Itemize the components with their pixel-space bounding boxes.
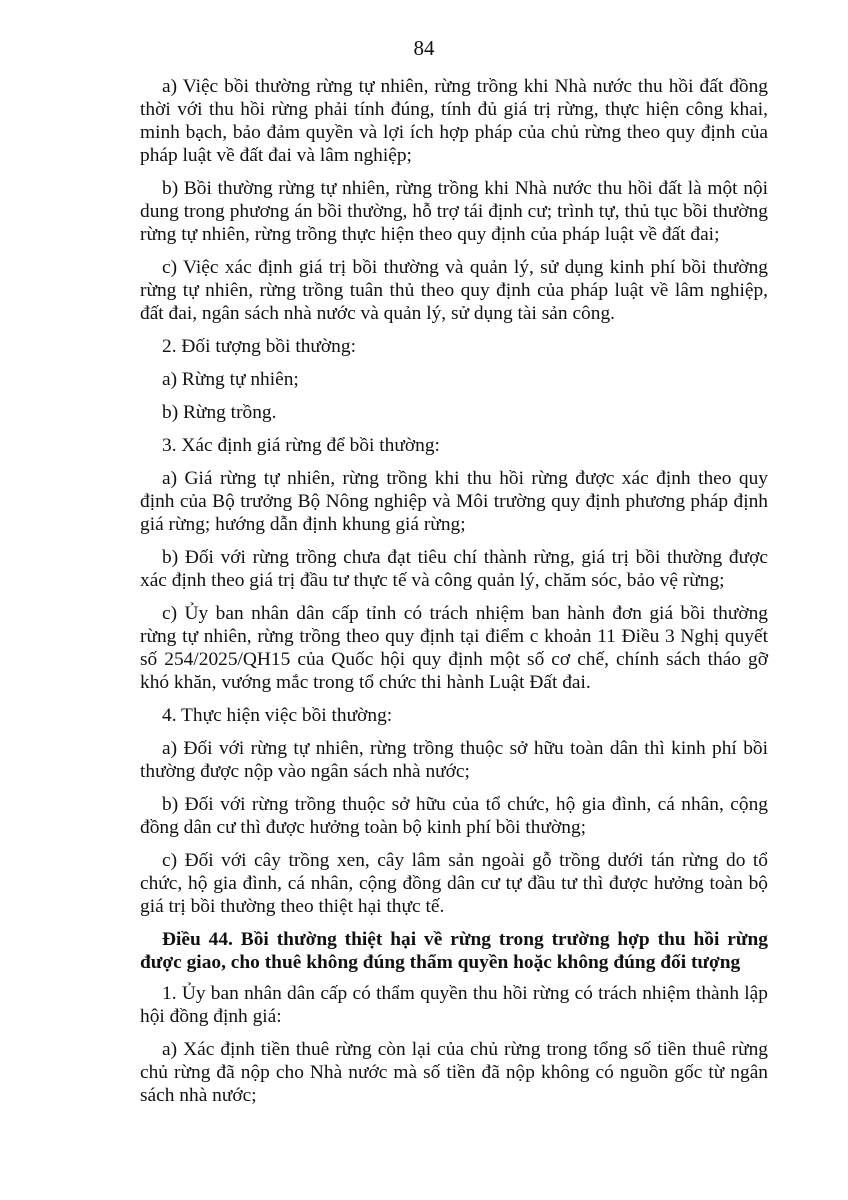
paragraph-2b: b) Rừng trồng. [162, 402, 277, 423]
paragraph-3c: c) Ủy ban nhân dân cấp tỉnh có trách nhiệm ban hành đơn giá bồi thường rừng tự nhiên, rừng trồng theo quy định tại điểm c khoản 11 Điều 3 Nghị quyết số 254/2025/QH15 của Quốc hội quy định một số cơ chế, chính sách tháo gỡ khó khăn, vướng mắc trong tổ chức thi hành Luật Đất đai. [140, 603, 768, 693]
article-44-paragraph-1a: a) Xác định tiền thuê rừng còn lại của chủ rừng trong tổng số tiền thuê rừng chủ rừng đã nộp cho Nhà nước mà số tiền đã nộp không có nguồn gốc từ ngân sách nhà nước; [140, 1039, 768, 1106]
paragraph-1b: b) Bồi thường rừng tự nhiên, rừng trồng khi Nhà nước thu hồi đất là một nội dung trong phương án bồi thường, hỗ trợ tái định cư; trình tự, thủ tục bồi thường rừng tự nhiên, rừng trồng thực hiện theo quy định của pháp luật về đất đai; [140, 178, 768, 245]
paragraph-4a: a) Đối với rừng tự nhiên, rừng trồng thuộc sở hữu toàn dân thì kinh phí bồi thường được nộp vào ngân sách nhà nước; [140, 738, 768, 782]
paragraph-1c: c) Việc xác định giá trị bồi thường và quản lý, sử dụng kinh phí bồi thường rừng tự nhiên, rừng trồng tuân thủ theo quy định của pháp luật về lâm nghiệp, đất đai, ngân sách nhà nước và quản lý, sử dụng tài sản công. [140, 257, 768, 324]
article-44-heading: Điều 44. Bồi thường thiệt hại về rừng trong trường hợp thu hồi rừng được giao, cho thuê không đúng thẩm quyền hoặc không đúng đối tượng [140, 929, 768, 973]
clause-2-title: 2. Đối tượng bồi thường: [162, 336, 356, 357]
paragraph-1a: a) Việc bồi thường rừng tự nhiên, rừng trồng khi Nhà nước thu hồi đất đồng thời với thu hồi rừng phải tính đúng, tính đủ giá trị rừng, thực hiện công khai, minh bạch, bảo đảm quyền và lợi ích hợp pháp của chủ rừng theo quy định của pháp luật về đất đai và lâm nghiệp; [140, 76, 768, 166]
paragraph-4c: c) Đối với cây trồng xen, cây lâm sản ngoài gỗ trồng dưới tán rừng do tổ chức, hộ gia đình, cá nhân, cộng đồng dân cư tự đầu tư thì được hưởng toàn bộ giá trị bồi thường theo thiệt hại thực tế. [140, 850, 768, 917]
article-44-clause-1: 1. Ủy ban nhân dân cấp có thẩm quyền thu hồi rừng có trách nhiệm thành lập hội đồng định giá: [140, 983, 768, 1027]
clause-4-title: 4. Thực hiện việc bồi thường: [162, 705, 393, 726]
document-body [140, 75, 768, 1117]
paragraph-4b: b) Đối với rừng trồng thuộc sở hữu của tổ chức, hộ gia đình, cá nhân, cộng đồng dân cư thì được hưởng toàn bộ kinh phí bồi thường; [140, 794, 768, 838]
paragraph-3a: a) Giá rừng tự nhiên, rừng trồng khi thu hồi rừng được xác định theo quy định của Bộ trưởng Bộ Nông nghiệp và Môi trường quy định phương pháp định giá rừng; hướng dẫn định khung giá rừng; [140, 468, 768, 535]
paragraph-3b: b) Đối với rừng trồng chưa đạt tiêu chí thành rừng, giá trị bồi thường được xác định theo giá trị đầu tư thực tế và công quản lý, chăm sóc, bảo vệ rừng; [140, 547, 768, 591]
paragraph-2a: a) Rừng tự nhiên; [162, 369, 299, 390]
clause-3-title: 3. Xác định giá rừng để bồi thường: [162, 435, 440, 456]
page-number: 84 [413, 36, 435, 60]
